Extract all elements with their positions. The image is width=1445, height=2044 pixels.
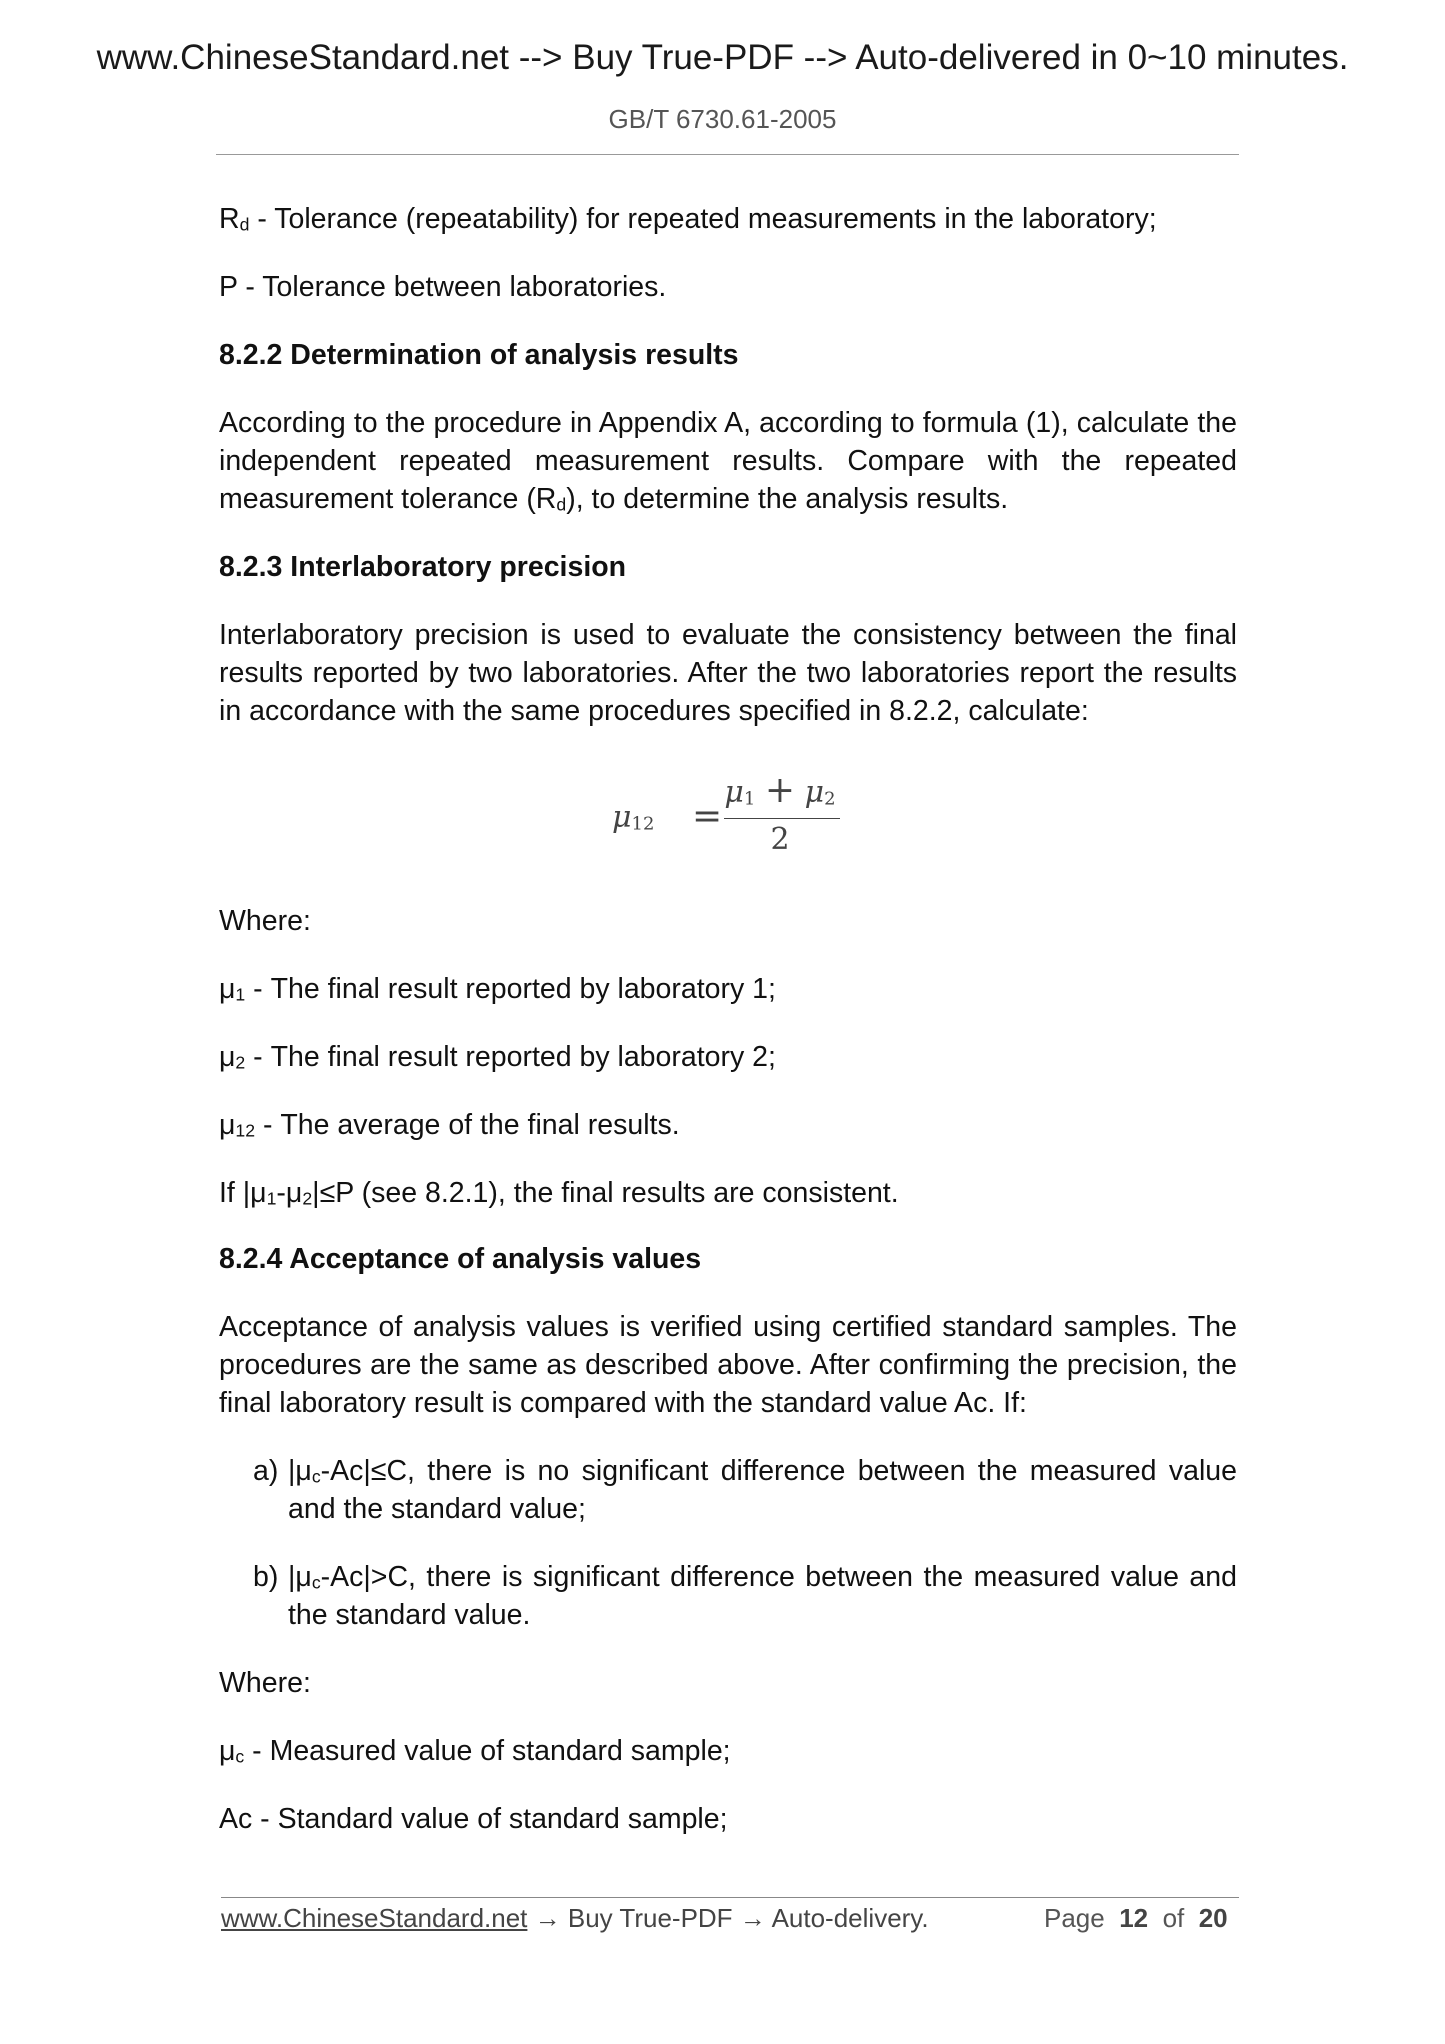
- where-label-1: Where:: [219, 905, 311, 937]
- heading-8-2-2: 8.2.2 Determination of analysis results: [219, 339, 739, 371]
- top-banner[interactable]: www.ChineseStandard.net --> Buy True-PDF --> Auto-delivered in 0~10 minutes.: [96, 38, 1349, 77]
- list-item-a-label: a): [253, 1455, 279, 1487]
- rd-definition: $R_d$ - Tolerance (repeatability) for repeated measurements in the laboratory;: [219, 203, 1157, 235]
- mu1-definition: $\mu_1$ - The final result reported by laboratory 1;: [219, 973, 776, 1005]
- footer-purchase-text: → Buy True-PDF → Auto-delivery.: [527, 1903, 929, 1933]
- where-label-2: Where:: [219, 1667, 311, 1699]
- heading-8-2-3: 8.2.3 Interlaboratory precision: [219, 551, 627, 583]
- page-indicator: Page 12 of 20: [1044, 1903, 1228, 1933]
- average-formula: [600, 770, 860, 860]
- list-item-a-text: $|\mu_c-Ac|\le C$, there is no significant difference between the measured value and the standard value;: [288, 1455, 1237, 1525]
- header-divider: [216, 154, 1239, 155]
- footer-link[interactable]: www.ChineseStandard.net: [221, 1903, 528, 1933]
- mu2-definition: $\mu_2$ - The final result reported by laboratory 2;: [219, 1041, 776, 1073]
- formula-lhs: $\mu_{12}$: [612, 800, 655, 835]
- list-item-b-text: $|\mu_c-Ac|>C$, there is significant difference between the measured value and the standard value.: [288, 1561, 1237, 1631]
- muc-definition: $\mu_c$ - Measured value of standard sample;: [219, 1735, 731, 1767]
- mu12-definition: $\mu_{12}$ - The average of the final results.: [219, 1109, 680, 1141]
- heading-8-2-4: 8.2.4 Acceptance of analysis values: [219, 1243, 702, 1275]
- ac-definition: Ac - Standard value of standard sample;: [219, 1803, 728, 1835]
- document-code: GB/T 6730.61-2005: [608, 104, 837, 134]
- footer-divider: [221, 1897, 1239, 1898]
- formula-numerator: $\mu_1 + \mu_2$: [724, 770, 836, 811]
- formula-denominator: 2: [770, 822, 790, 857]
- paragraph-8-2-4: Acceptance of analysis values is verified using certified standard samples. The procedures are the same as described above. After confirming the precision, the final laboratory result is compared with the standard value Ac. If:: [219, 1311, 1237, 1419]
- list-item-b-label: b): [253, 1561, 279, 1593]
- p-definition: P - Tolerance between laboratories.: [219, 271, 667, 303]
- footer-left: [221, 1903, 929, 1934]
- paragraph-8-2-3: Interlaboratory precision is used to evaluate the consistency between the final results reported by two laboratories. After the two laboratories report the results in accordance with the same procedures specified in 8.2.2, calculate:: [219, 619, 1237, 727]
- paragraph-8-2-2: According to the procedure in Appendix A, according to formula (1), calculate the independent repeated measurement results. Compare with the repeated measurement tolerance $(R_d)$, to determine the analysis results.: [219, 407, 1237, 515]
- formula-equals: =: [692, 796, 723, 837]
- consistency-condition: If $|\mu_1-\mu_2|\le P$ (see 8.2.1), the final results are consistent.: [219, 1177, 899, 1209]
- fraction-bar: [724, 818, 840, 819]
